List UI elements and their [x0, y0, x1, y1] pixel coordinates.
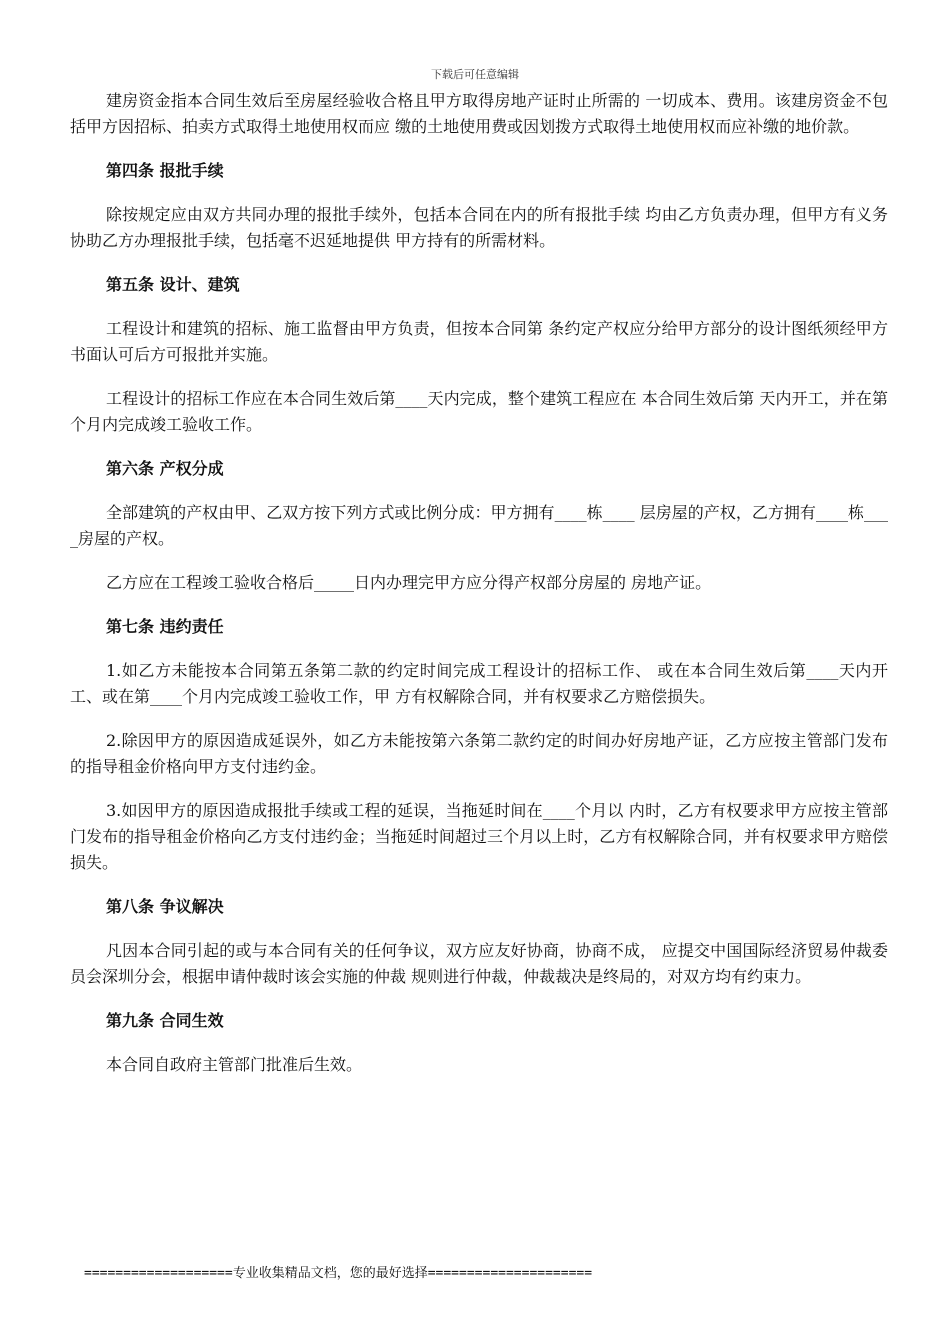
- header-note: 下载后可任意编辑: [431, 68, 519, 81]
- document-body: [70, 88, 888, 1096]
- article-8-heading: 第八条 争议解决: [106, 897, 224, 916]
- article-5-paragraph-2: 工程设计的招标工作应在本合同生效后第____天内完成，整个建筑工程应在 本合同生效后第 天内开工，并在第 个月内完成竣工验收工作。: [70, 389, 888, 434]
- article-7-paragraph-3: 3.如因甲方的原因造成报批手续或工程的延误，当拖延时间在____个月以 内时，乙方有权要求甲方应按主管部门发布的指导租金价格向乙方支付违约金；当拖延时间超过三个月以上时，乙方有权解除合同，并有权要求甲方赔偿损失。: [70, 801, 888, 872]
- article-7-paragraph-1: 1.如乙方未能按本合同第五条第二款的约定时间完成工程设计的招标工作、 或在本合同生效后第____天内开工、或在第____个月内完成竣工验收工作，甲 方有权解除合同，并有权要求乙方赔偿损失。: [70, 661, 888, 706]
- article-4-heading: 第四条 报批手续: [106, 161, 224, 180]
- article-6-heading: 第六条 产权分成: [106, 459, 224, 478]
- article-9-heading: 第九条 合同生效: [106, 1011, 224, 1030]
- article-7-paragraph-2: 2.除因甲方的原因造成延误外，如乙方未能按第六条第二款约定的时间办好房地产证，乙方应按主管部门发布的指导租金价格向甲方支付违约金。: [70, 731, 888, 776]
- article-5-heading: 第五条 设计、建筑: [106, 275, 240, 294]
- article-8-paragraph-1: 凡因本合同引起的或与本合同有关的任何争议，双方应友好协商，协商不成， 应提交中国国际经济贸易仲裁委员会深圳分会，根据申请仲裁时该会实施的仲裁 规则进行仲裁，仲裁裁决是终局的，对双方均有约束力。: [70, 941, 888, 986]
- article-6-paragraph-2: 乙方应在工程竣工验收合格后_____日内办理完甲方应分得产权部分房屋的 房地产证。: [106, 573, 712, 592]
- article-7-heading: 第七条 违约责任: [106, 617, 224, 636]
- article-6-paragraph-1: 全部建筑的产权由甲、乙双方按下列方式或比例分成：甲方拥有____栋____ 层房屋的产权，乙方拥有____栋____房屋的产权。: [70, 503, 888, 548]
- footer-note: ===================专业收集精品文档，您的最好选择=====================: [84, 1266, 593, 1281]
- article-5-paragraph-1: 工程设计和建筑的招标、施工监督由甲方负责，但按本合同第 条约定产权应分给甲方部分的设计图纸须经甲方书面认可后方可报批并实施。: [70, 319, 888, 364]
- intro-paragraph: 建房资金指本合同生效后至房屋经验收合格且甲方取得房地产证时止所需的 一切成本、费用。该建房资金不包括甲方因招标、拍卖方式取得土地使用权而应 缴的土地使用费或因划拨方式取得土地使用权而应补缴的地价款。: [70, 91, 888, 136]
- article-4-paragraph-1: 除按规定应由双方共同办理的报批手续外，包括本合同在内的所有报批手续 均由乙方负责办理，但甲方有义务协助乙方办理报批手续，包括毫不迟延地提供 甲方持有的所需材料。: [70, 205, 888, 250]
- article-9-paragraph-1: 本合同自政府主管部门批准后生效。: [106, 1055, 363, 1074]
